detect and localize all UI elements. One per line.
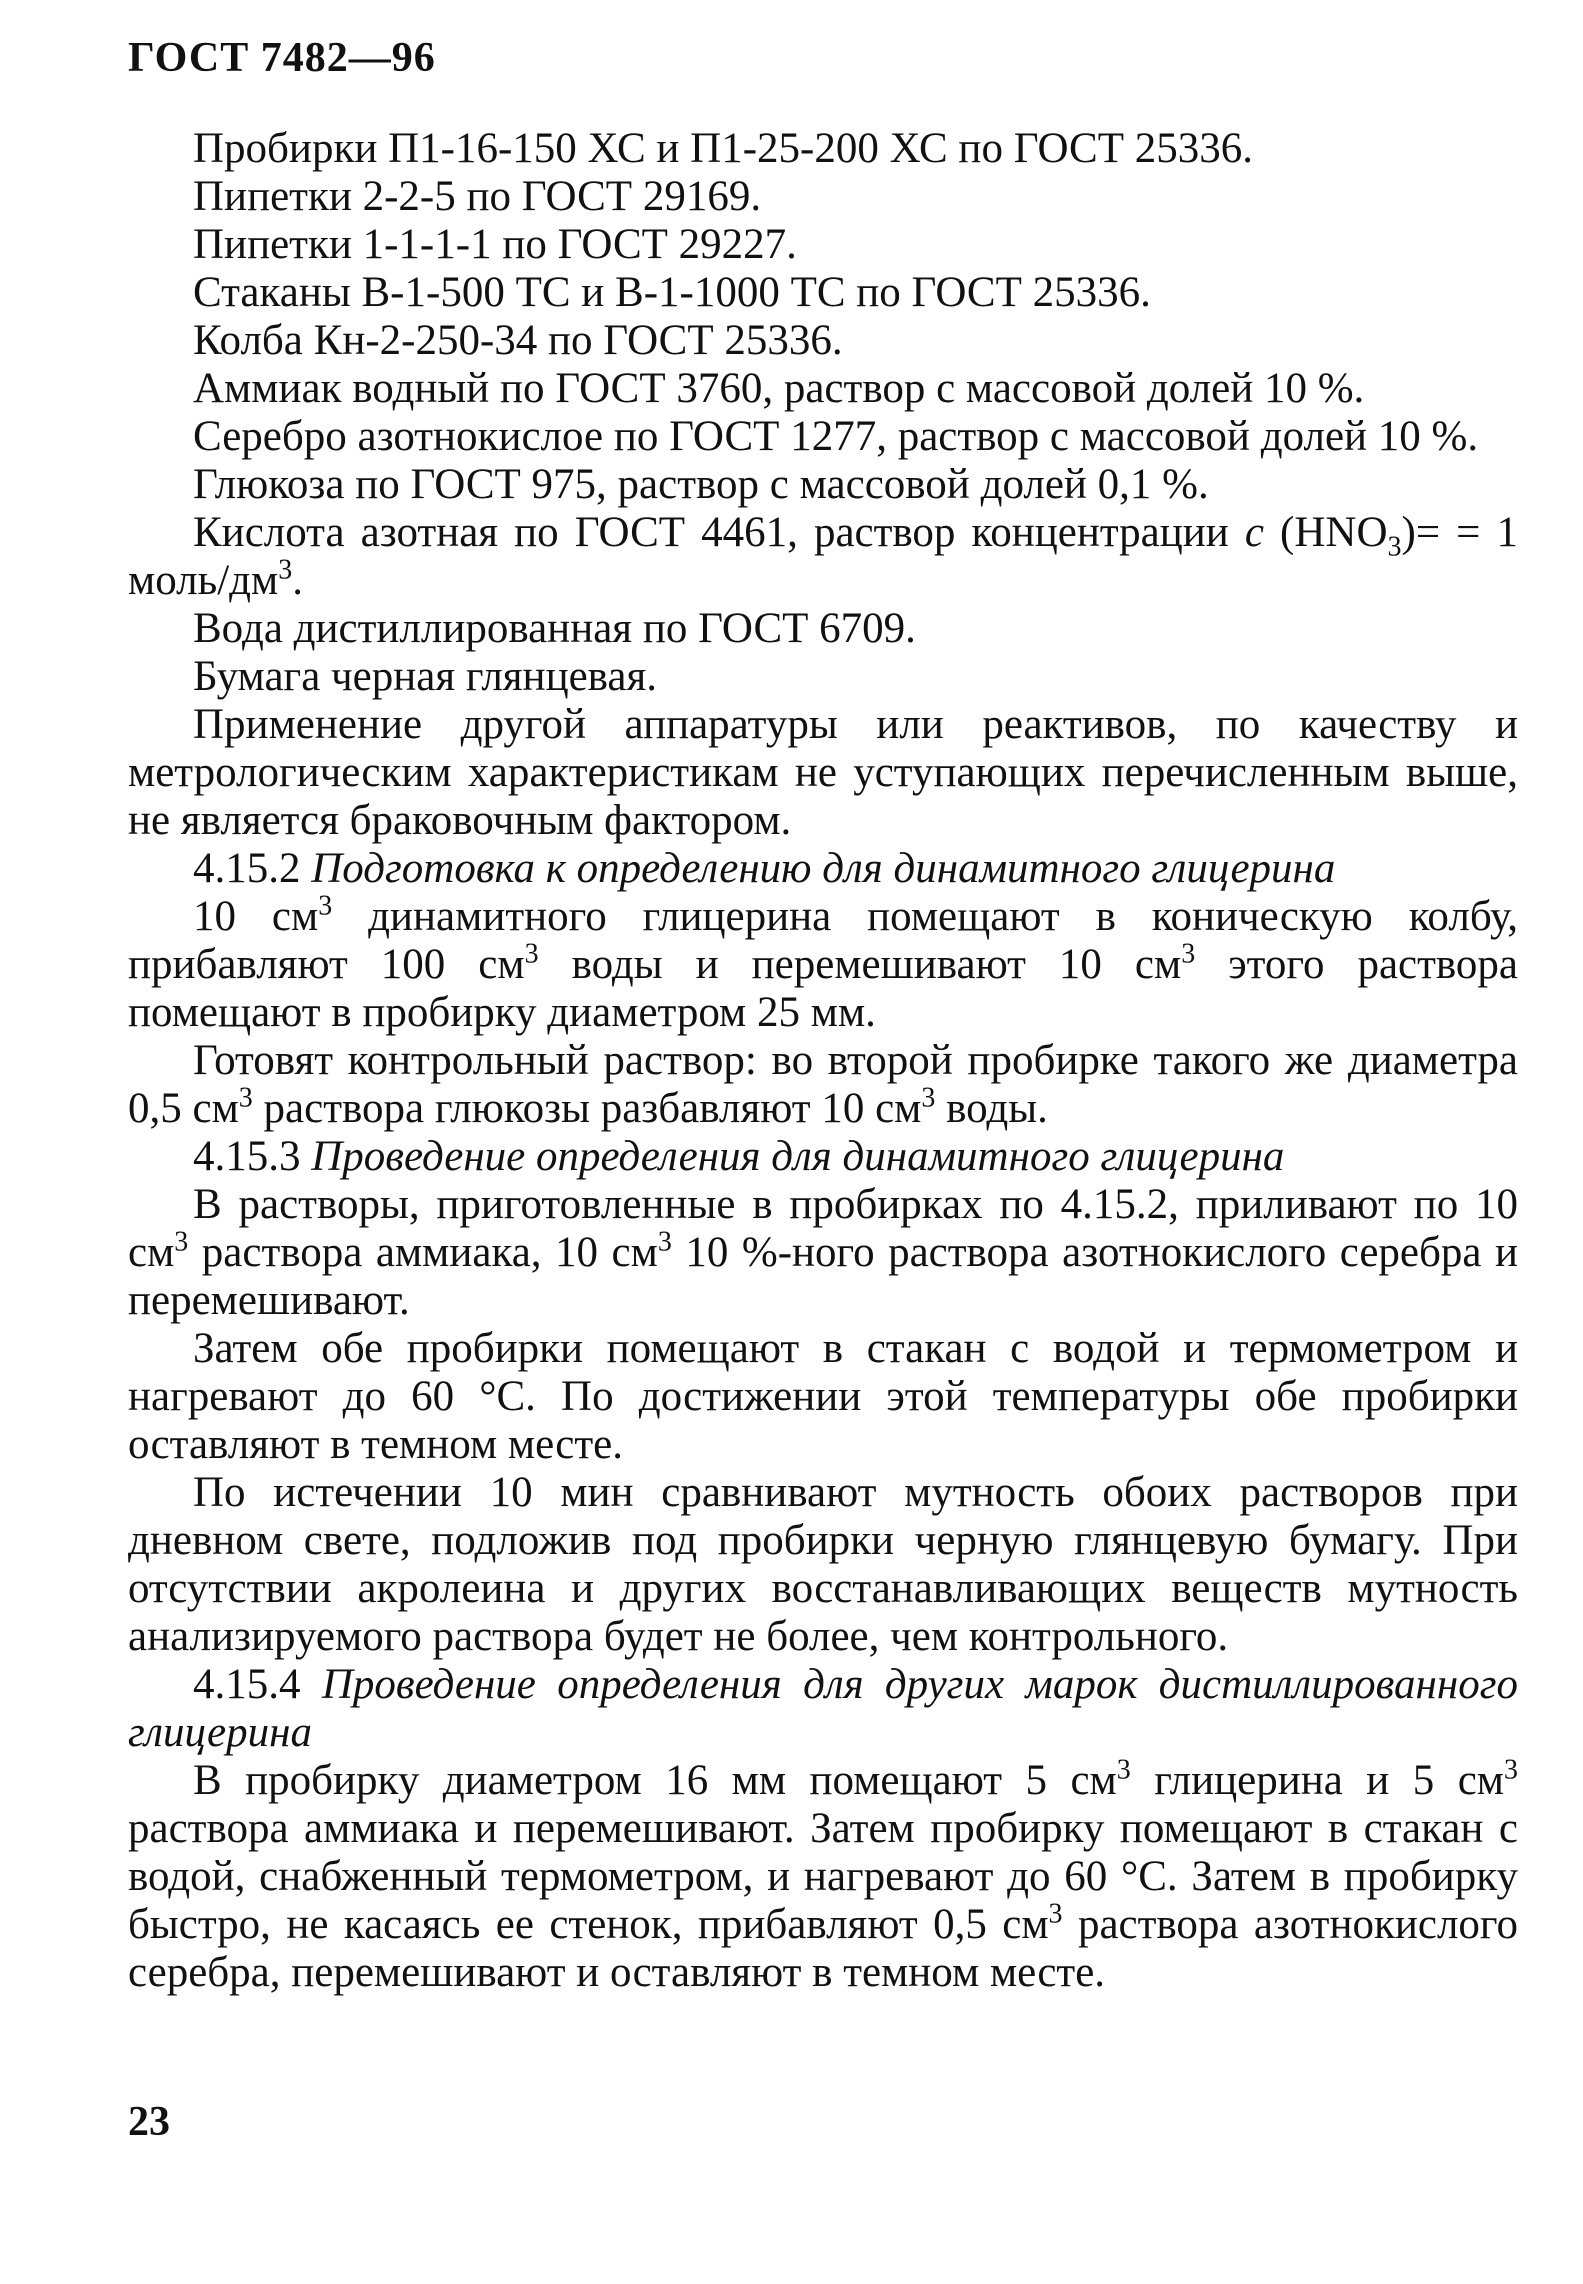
list-item: Пробирки П1-16-150 ХС и П1-25-200 ХС по ГОСТ 25336. bbox=[193, 125, 1254, 172]
text-fragment: В пробирку диаметром 16 мм помещают 5 см bbox=[193, 1757, 1117, 1804]
document-body bbox=[128, 125, 1518, 1997]
superscript: 3 bbox=[318, 890, 333, 922]
superscript: 3 bbox=[278, 554, 293, 586]
list-item: Бумага черная глянцевая. bbox=[193, 653, 658, 700]
list-item: Пипетки 2-2-5 по ГОСТ 29169. bbox=[193, 173, 762, 220]
section-number: 4.15.2 bbox=[193, 845, 312, 892]
section-title: Подготовка к определению для динамитного глицерина bbox=[311, 845, 1336, 892]
superscript: 3 bbox=[1181, 938, 1196, 970]
subscript: 3 bbox=[1387, 531, 1402, 563]
text-fragment: динамитного глицерина помещают в коническую колбу, прибавляют 100 см bbox=[128, 893, 1519, 988]
text-fragment: Кислота азотная по ГОСТ 4461, раствор концентрации bbox=[193, 509, 1245, 556]
text-fragment: глицерина и 5 см bbox=[1130, 1757, 1504, 1804]
paragraph: Применение другой аппаратуры или реактивов, по качеству и метрологическим характеристикам не уступающих перечисленным выше, не является браковочным фактором. bbox=[128, 701, 1518, 844]
text-fragment: раствора азотнокислого серебра, перемешивают и оставляют в темном месте. bbox=[128, 1901, 1518, 1996]
text-fragment: c bbox=[1244, 509, 1264, 556]
paragraph: По истечении 10 мин сравнивают мутность обоих растворов при дневном свете, подложив под пробирки черную глянцевую бумагу. При отсутствии акролеина и других восстанавливающих веществ мутность анализируемого раствора будет не более, чем контрольного. bbox=[128, 1469, 1518, 1660]
section-number: 4.15.3 bbox=[193, 1133, 312, 1180]
page-number: 23 bbox=[128, 2099, 170, 2145]
list-item: Глюкоза по ГОСТ 975, раствор с массовой долей 0,1 %. bbox=[193, 461, 1209, 508]
standard-header: ГОСТ 7482—96 bbox=[128, 35, 436, 81]
text-fragment: (HNO bbox=[1263, 509, 1388, 556]
section-heading bbox=[128, 1133, 1518, 1181]
section-heading bbox=[128, 1661, 1518, 1757]
text-fragment: 10 %-ного раствора азотнокислого серебра и перемешивают. bbox=[128, 1229, 1518, 1324]
list-item: Стаканы В-1-500 ТС и В-1-1000 ТС по ГОСТ 25336. bbox=[193, 269, 1151, 316]
list-item: Вода дистиллированная по ГОСТ 6709. bbox=[193, 605, 916, 652]
text-fragment: воды и перемешивают 10 см bbox=[538, 941, 1182, 988]
list-item: Колба Кн-2-250-34 по ГОСТ 25336. bbox=[193, 317, 843, 364]
list-item: Пипетки 1-1-1-1 по ГОСТ 29227. bbox=[193, 221, 797, 268]
superscript: 3 bbox=[1116, 1754, 1131, 1786]
superscript: 3 bbox=[238, 1082, 253, 1114]
text-fragment: раствора аммиака и перемешивают. Затем пробирку помещают в стакан с водой, снабженный термометром, и нагревают до 60 °С. Затем в пробирку быстро, не касаясь ее стенок, прибавляют 0,5 см bbox=[128, 1805, 1518, 1948]
superscript: 3 bbox=[657, 1226, 672, 1258]
paragraph bbox=[128, 1181, 1518, 1325]
section-heading bbox=[128, 845, 1518, 893]
superscript: 3 bbox=[1504, 1754, 1518, 1786]
list-item bbox=[128, 509, 1518, 605]
text-fragment: раствора аммиака, 10 см bbox=[188, 1229, 658, 1276]
superscript: 3 bbox=[921, 1082, 936, 1114]
text-fragment: )= = 1 моль/дм bbox=[128, 509, 1518, 604]
list-item: Серебро азотнокислое по ГОСТ 1277, раствор с массовой долей 10 %. bbox=[193, 413, 1479, 460]
text-fragment: этого раствора помещают в пробирку диаметром 25 мм. bbox=[128, 941, 1518, 1036]
paragraph bbox=[128, 890, 1519, 1037]
section-title: Проведение определения для динамитного глицерина bbox=[311, 1133, 1285, 1180]
paragraph: Затем обе пробирки помещают в стакан с водой и термометром и нагревают до 60 °С. По достижении этой температуры обе пробирки оставляют в темном месте. bbox=[128, 1325, 1518, 1468]
text-fragment: Готовят контрольный раствор: во второй пробирке такого же диаметра 0,5 см bbox=[128, 1037, 1518, 1132]
paragraph bbox=[128, 1037, 1518, 1133]
list-item: Аммиак водный по ГОСТ 3760, раствор с массовой долей 10 %. bbox=[193, 365, 1365, 412]
section-title: Проведение определения для других марок дистиллированного глицерина bbox=[128, 1661, 1518, 1756]
section-number: 4.15.4 bbox=[193, 1661, 322, 1708]
text-fragment: В растворы, приготовленные в пробирках по 4.15.2, приливают по 10 см bbox=[128, 1181, 1518, 1276]
superscript: 3 bbox=[174, 1226, 189, 1258]
superscript: 3 bbox=[1048, 1898, 1063, 1930]
text-fragment: 10 см bbox=[193, 893, 319, 940]
paragraph bbox=[128, 1754, 1518, 1997]
text-fragment: . bbox=[292, 557, 303, 604]
text-fragment: воды. bbox=[935, 1085, 1048, 1132]
text-fragment: раствора глюкозы разбавляют 10 см bbox=[252, 1085, 922, 1132]
superscript: 3 bbox=[524, 938, 539, 970]
